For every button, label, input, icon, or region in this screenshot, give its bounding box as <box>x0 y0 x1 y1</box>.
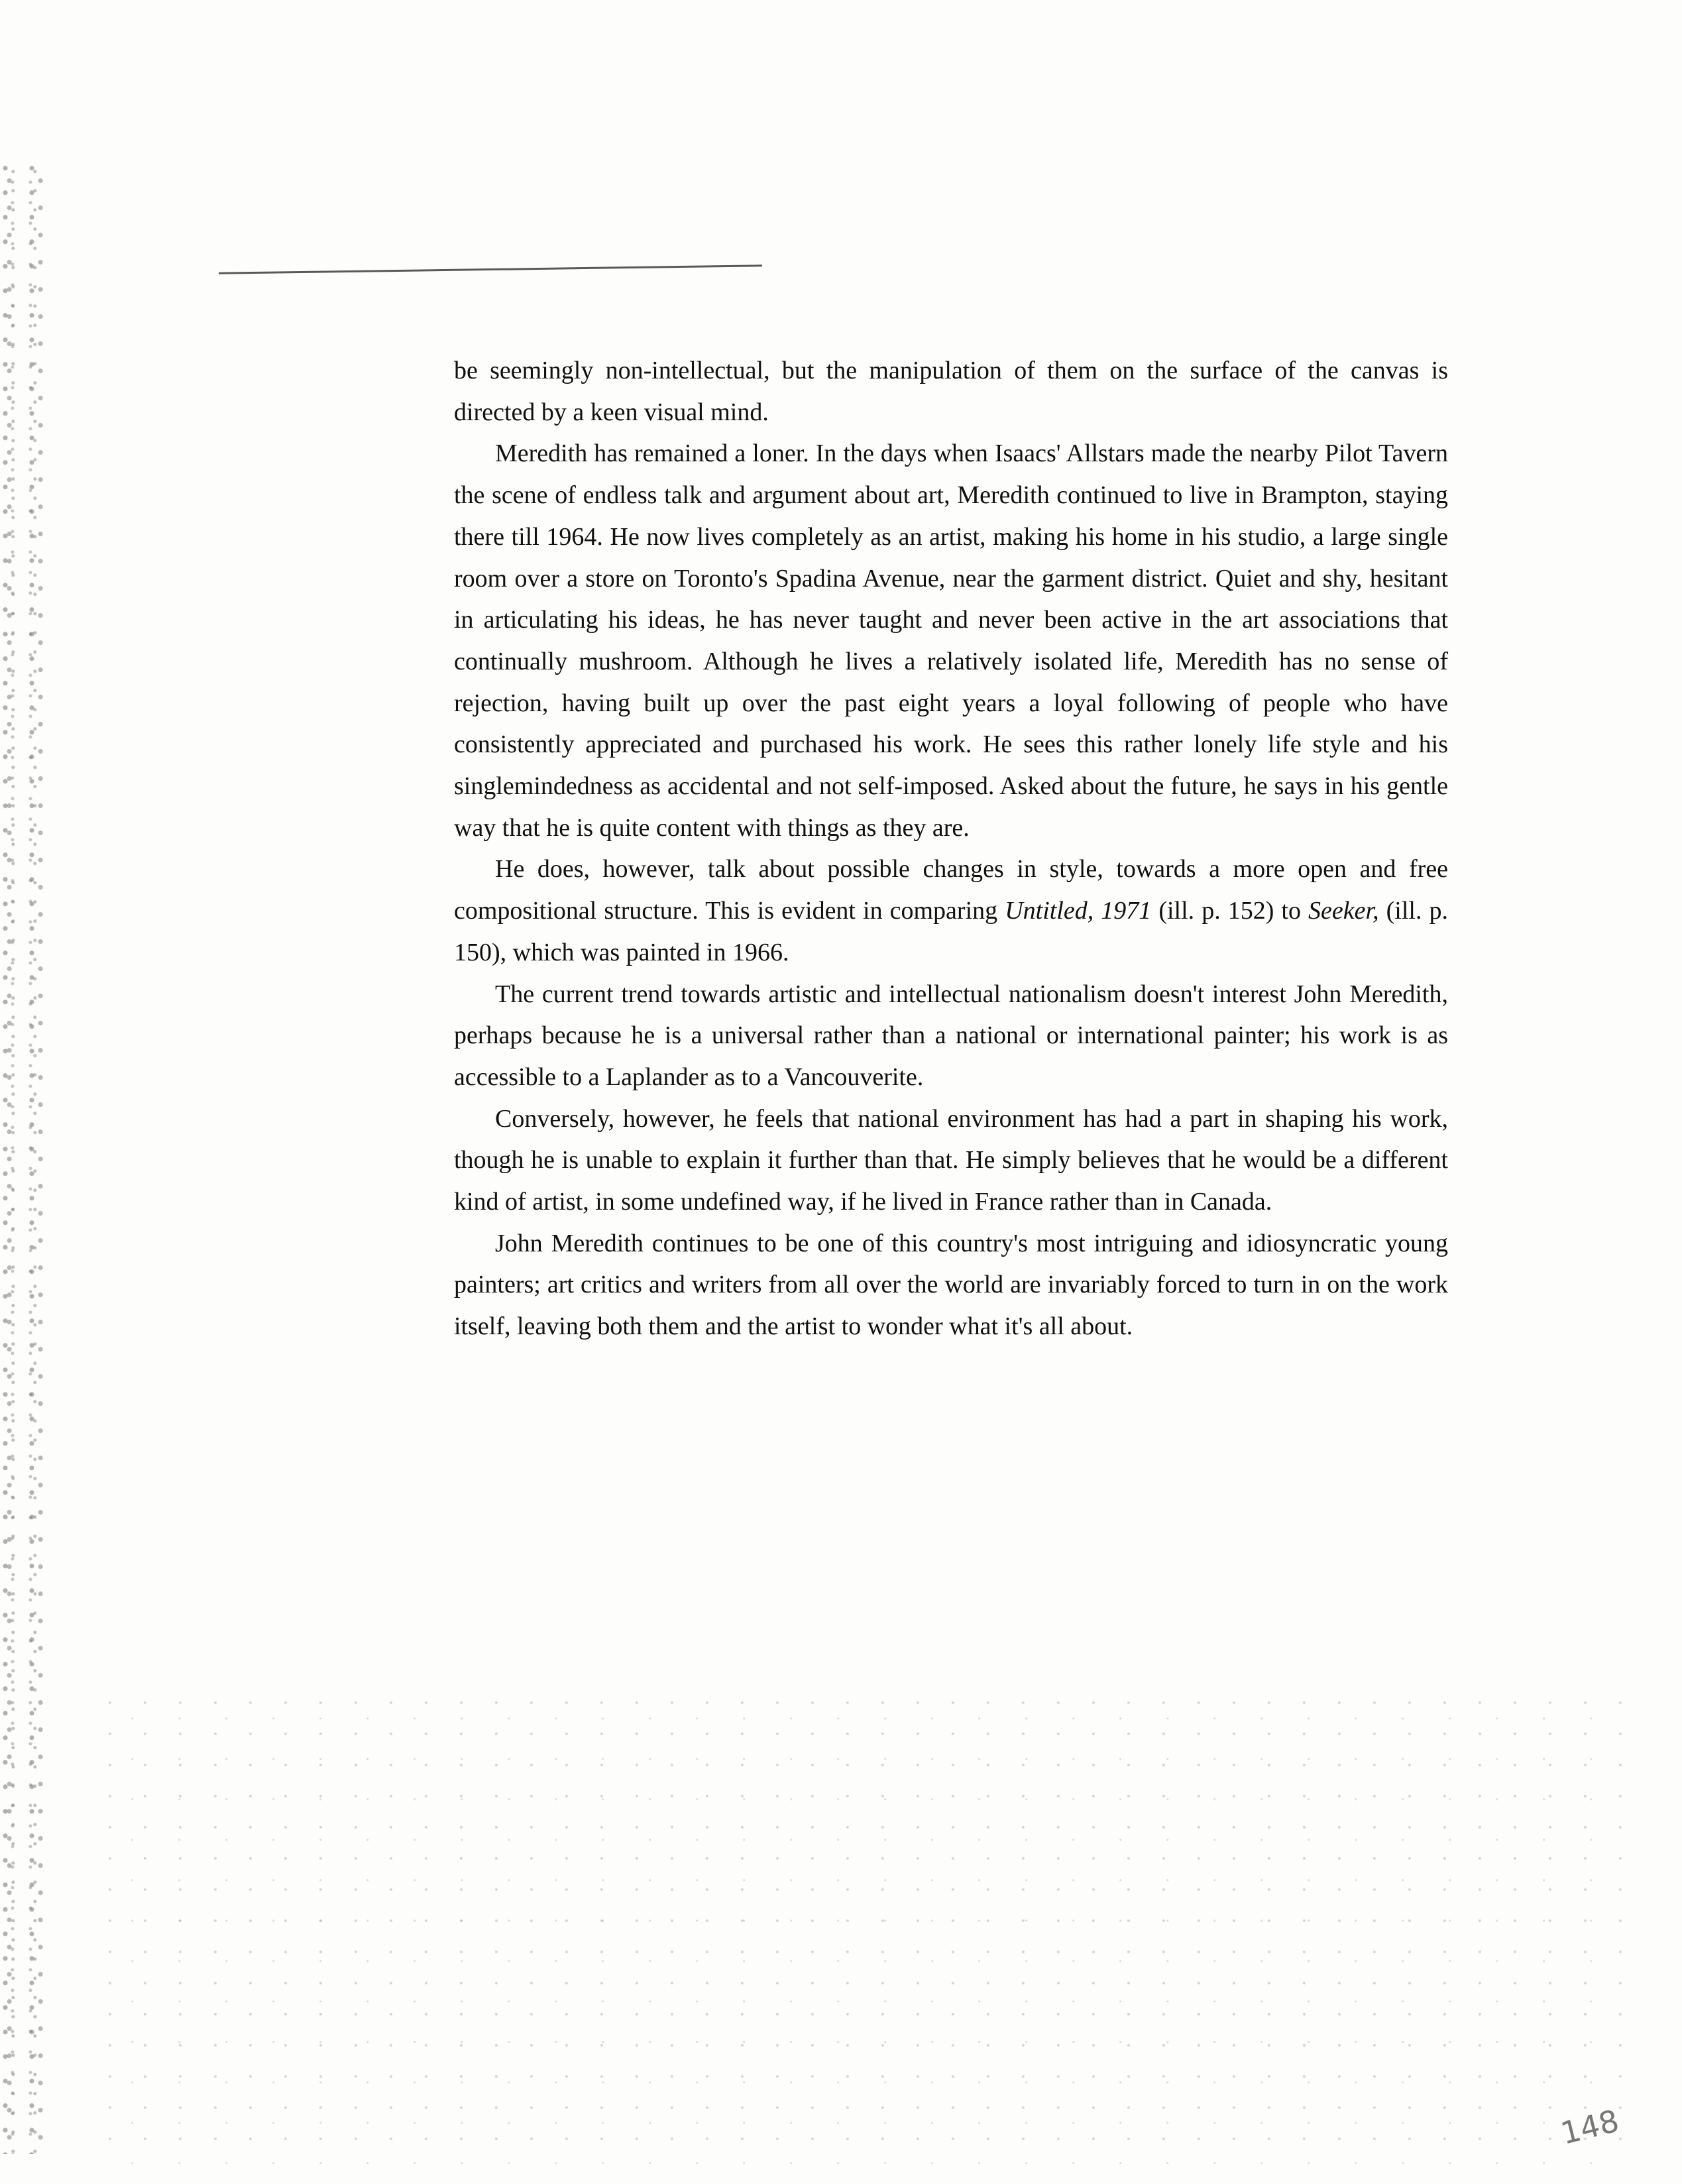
paragraph <box>454 974 1448 1098</box>
paragraph-text: He does, however, talk about possible changes in style, towards a more open and free compositional structure. This is evident in comparing <box>454 855 1448 925</box>
scan-edge-noise <box>0 166 46 2154</box>
paragraph-text: Conversely, however, he feels that national environment has had a part in shaping his work, though he is unable to explain it further than that. He simply believes that he would be a different kind of artist, in some undefined way, if he lived in France rather than in Canada. <box>454 1104 1448 1216</box>
scan-speckle <box>99 1690 1624 2167</box>
paragraph-text: The current trend towards artistic and intellectual nationalism doesn't interest John Meredith, perhaps because he is a universal rather than a national or international painter; his work is as accessible to a Laplander as to a Vancouverite. <box>454 980 1448 1091</box>
paragraph <box>454 1223 1448 1348</box>
paragraph <box>454 433 1448 848</box>
header-rule <box>219 264 762 274</box>
artwork-title: Untitled, 1971 <box>1005 897 1152 925</box>
paragraph-text: John Meredith continues to be one of this country's most intriguing and idiosyncratic young painters; art critics and writers from all over the world are invariably forced to turn in on the work itself, leaving both them and the artist to wonder what it's all about. <box>454 1229 1448 1341</box>
paragraph-text: (ill. p. 152) to <box>1151 897 1309 925</box>
paragraph <box>454 350 1448 433</box>
paragraph-text: (ill. p. 150), which was painted in 1966. <box>454 897 1449 966</box>
paragraph <box>454 848 1448 973</box>
paragraph-text: be seemingly non-intellectual, but the manipulation of them on the surface of the canvas is directed by a keen visual mind. <box>454 357 1448 426</box>
artwork-title: Seeker, <box>1308 897 1379 925</box>
handwritten-page-number: 148 <box>1557 2102 1623 2152</box>
body-text <box>454 350 1448 1348</box>
paragraph-text: Meredith has remained a loner. In the days when Isaacs' Allstars made the nearby Pilot Tavern the scene of endless talk and argument about art, Meredith continued to live in Brampton, staying there till 1964. He now lives completely as an artist, making his home in his studio, a large single room over a store on Toronto's Spadina Avenue, near the garment district. Quiet and shy, hesitant in articulating his ideas, he has never taught and never been active in the art associations that continually mushroom. Although he lives a relatively isolated life, Meredith has no sense of rejection, having built up over the past eight years a loyal following of people who have consistently appreciated and purchased his work. He sees this rather lonely life style and his singlemindedness as accidental and not self-imposed. Asked about the future, he says in his gentle way that he is quite content with things as they are. <box>454 439 1448 842</box>
paragraph <box>454 1098 1448 1223</box>
